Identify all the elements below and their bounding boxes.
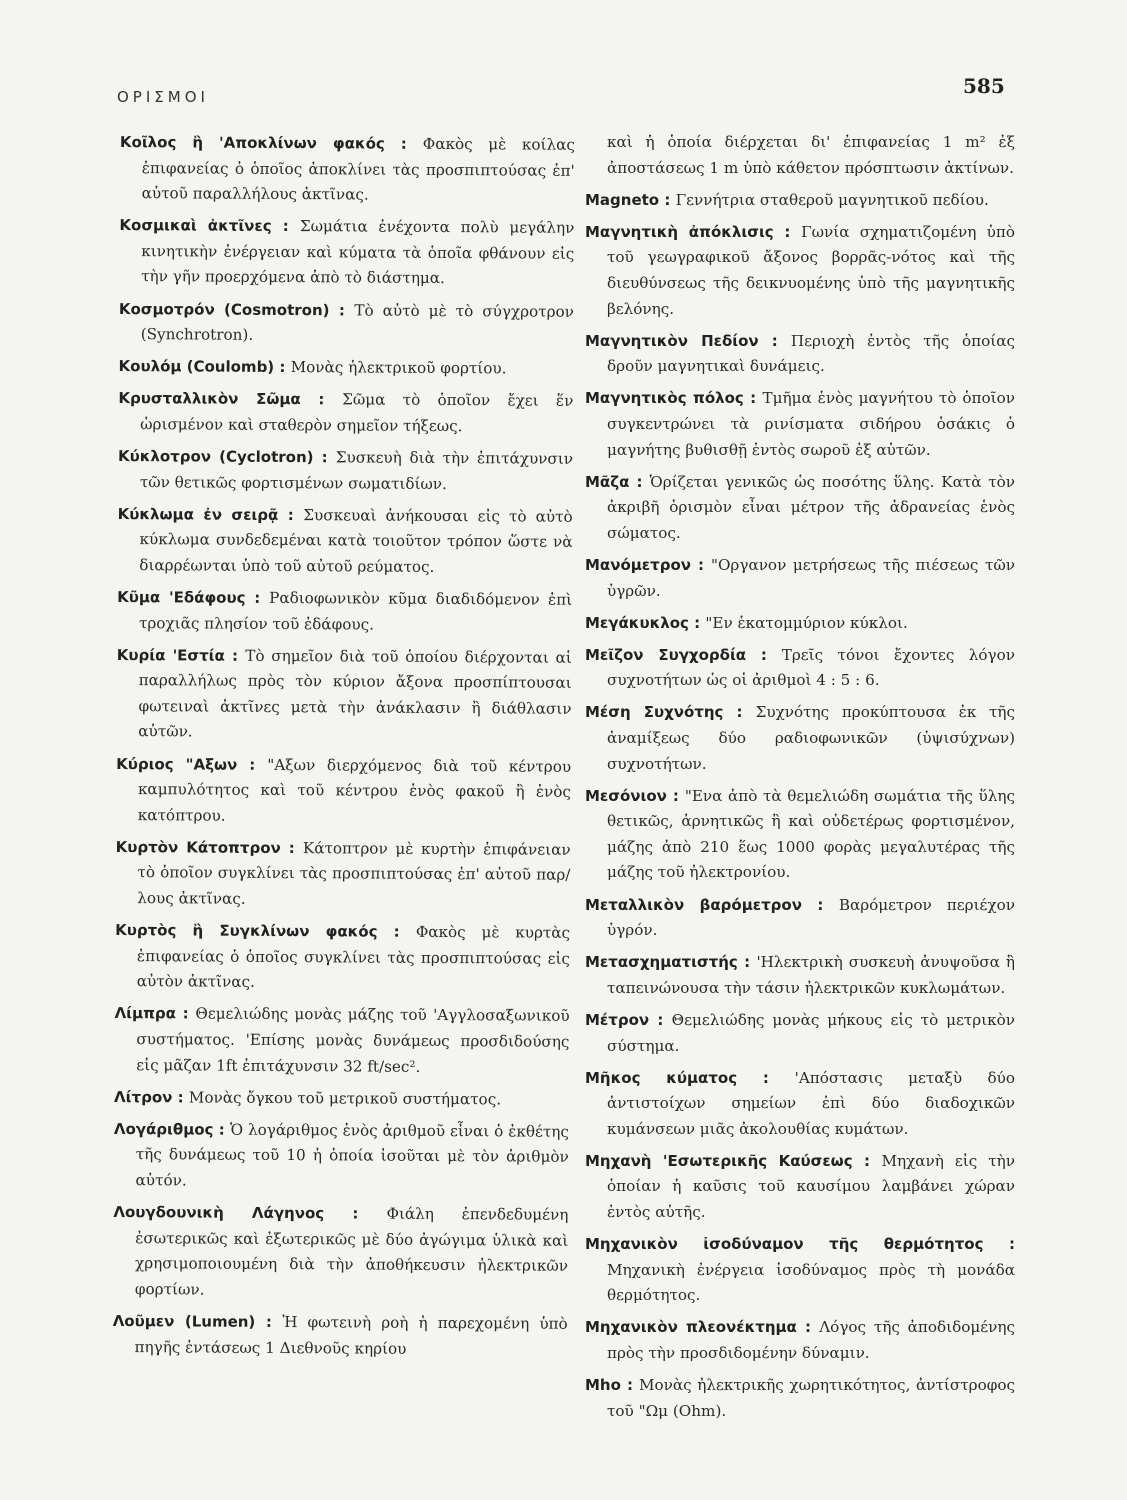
entry-definition: Μηχανικὴ ἐνέργεια ἰσοδύναμος πρὸς τὴ μονάδα θερμότητος. (607, 1260, 1015, 1305)
entry-definition: 'Ηλεκτρικὴ συσκευὴ ἀνυψοῦσα ἢ ταπεινώνουσα τὴν τάσιν ἠλεκτρικῶν κυκλωμάτων. (607, 953, 1015, 997)
glossary-entry (117, 585, 572, 639)
entry-term: Κύκλωμα ἐν σειρᾷ : (118, 505, 304, 524)
entry-definition: 'Απόστασις μεταξὺ δύο ἀντιστοίχων σημείων ἐπὶ δύο διαδοχικῶν κυμάνσεων μιᾶς ἀκολουθίας κυμάτων. (607, 1068, 1015, 1138)
entry-term: Κυρία 'Εστία : (117, 646, 246, 665)
page-number: 585 (963, 74, 1005, 98)
entry-term: Μᾶζα : (585, 473, 650, 491)
entry-definition: Θεμελιώδης μονὰς μήκους εἰς τὸ μετρικὸν σύστημα. (607, 1010, 1015, 1055)
entry-definition: Περιοχὴ ἐντὸς τῆς ὁποίας δροῦν μαγνητικαὶ δυνάμεις. (607, 331, 1015, 376)
glossary-entry (585, 1232, 1015, 1309)
entry-term: Κουλόμ (Coulomb) : (119, 357, 291, 376)
running-title: ΟΡΙΣΜΟΙ (117, 88, 209, 106)
entry-term: Κοῖλος ἢ 'Αποκλίνων φακός : (120, 133, 423, 153)
entry-definition: "Εν ἑκατομμύριον κύκλοι. (705, 613, 908, 632)
entry-term: Λουγδουνικὴ Λάγηνος : (113, 1203, 386, 1223)
entry-definition: Ἡ φωτεινὴ ροὴ ἡ παρεχομένη ὑπὸ πηγῆς ἐντάσεως 1 Διεθνοῦς κηρίου (134, 1312, 568, 1358)
glossary-entry (585, 950, 1015, 1001)
entry-definition: Ὁρίζεται γενικῶς ὡς ποσότης ὕλης. Κατὰ τὸν ἀκριβῆ ὁρισμὸν εἶναι μέτρον τῆς ἀδρανείας ἑνὸς σώματος. (607, 472, 1015, 542)
entry-definition: Μηχανὴ εἰς τὴν ὁποίαν ἡ καῦσις τοῦ καυσίμου λαμβάνει χώραν ἐντὸς αὐτῆς. (607, 1151, 1015, 1222)
glossary-entry (585, 700, 1015, 777)
entry-term: Μηχανὴ 'Εσωτερικῆς Καύσεως : (585, 1152, 881, 1170)
entry-definition: Φιάλη ἐπενδεδυμένη ἐσωτερικῶς καὶ ἐξωτερικῶς μὲ δύο ἀγώγιμα ὑλικὰ καὶ χρησιμοποιουμένη διὰ τὴν ἀποθήκευσιν ἠλεκτρικῶν φορτίων. (134, 1204, 569, 1299)
entry-definition: Τμῆμα ἑνὸς μαγνήτου τὸ ὁποῖον συγκεντρώνει τὰ ρινίσματα σιδήρου ὁσάκις ὁ μαγνήτης βυθισθῇ ἐντὸς σωροῦ ἐξ αὐτῶν. (607, 389, 1016, 459)
entry-term: Κῦμα 'Εδάφους : (117, 588, 269, 607)
entry-term: Λογάριθμος : (114, 1120, 230, 1139)
entry-definition: Λόγος τῆς ἀποδιδομένης πρὸς τὴν προσδιδομένην δύναμιν. (607, 1318, 1015, 1363)
entry-definition: Σωμάτια ἐνέχοντα πολὺ μεγάλην κινητικὴν ἐνέργειαν καὶ κύματα τὰ ὁποῖα φθάνουν εἰς τὴν γῆν προερχόμενα ἀπὸ τὸ διάστημα. (141, 217, 575, 288)
entry-term: Μεταλλικὸν βαρόμετρον : (585, 896, 839, 914)
entry-definition: Γεννήτρια σταθεροῦ μαγνητικοῦ πεδίου. (675, 190, 989, 209)
entry-definition: "Αξων διερχόμενος διὰ τοῦ κέντρου καμπυλότητος καὶ τοῦ κέντρου ἑνὸς φακοῦ ἢ ἑνὸς κατόπτρου. (137, 755, 572, 825)
entry-definition: Γωνία σχηματιζομένη ὑπὸ τοῦ γεωγραφικοῦ ἄξονος βορρᾶς-νότος καὶ τῆς διευθύνσεως τῆς δεικνυομένης ὑπὸ τῆς μαγνητικῆς βελόνης. (607, 222, 1015, 318)
glossary-entry (585, 386, 1015, 463)
glossary-entry (114, 1117, 569, 1197)
entry-term: Μαγνητικὸν Πεδίον : (585, 332, 791, 350)
entry-term: Λοῦμεν (Lumen) : (113, 1312, 283, 1331)
glossary-entry (114, 1085, 569, 1113)
entry-definition: Τὸ σημεῖον διὰ τοῦ ὁποίου διέρχονται αἱ παραλλήλως πρὸς τὸν κύριον ἄξονα προσπίπτουσαι φωτειναὶ ἀκτῖνες μετὰ τὴν ἀνάκλασιν ἢ διάθλασιν αὐτῶν. (138, 646, 572, 741)
glossary-entry (116, 752, 571, 832)
entry-term: Κύκλοτρον (Cyclotron) : (118, 447, 336, 466)
glossary-entry (585, 893, 1015, 944)
entry-term: Μῆκος κύματος : (585, 1069, 795, 1087)
glossary-entry (585, 611, 1015, 637)
glossary-entry (118, 386, 573, 440)
glossary-entry (585, 329, 1015, 380)
entry-definition: Συχνότης προκύπτουσα ἐκ τῆς ἀναμίξεως δύο ραδιοφωνικῶν (ὑψισύχνων) συχνοτήτων. (607, 703, 1015, 773)
glossary-entry (585, 220, 1015, 322)
entry-term: Κοσμοτρόν (Cosmotron) : (119, 300, 355, 319)
glossary-entry (117, 502, 572, 582)
glossary-entry (585, 1008, 1015, 1059)
glossary-entry (585, 1149, 1015, 1226)
glossary-entry (118, 444, 573, 498)
entry-definition: Μονὰς ἠλεκτρικῆς χωρητικότητος, ἀντίστροφος τοῦ "Ωμ (Ohm). (607, 1376, 1015, 1420)
entry-definition: Φακὸς μὲ κυρτὰς ἐπιφανείας ὁ ὁποῖος συγκλίνει τὰς προσπιπτούσας εἰς αὐτὸν ἀκτῖνας. (136, 922, 571, 992)
left-column (112, 130, 575, 1369)
entry-term: Μαγνητικὴ ἀπόκλισις : (585, 223, 801, 241)
glossary-entry (585, 643, 1015, 694)
entry-term: Μαγνητικὸς πόλος : (585, 389, 763, 407)
entry-definition: Τρεῖς τόνοι ἔχοντες λόγον συχνοτήτων ὡς οἱ ἀριθμοὶ 4 : 5 : 6. (607, 645, 1015, 690)
glossary-entry (119, 213, 574, 293)
entry-term: Μέση Συχνότης : (585, 703, 756, 721)
glossary-entry (585, 1373, 1015, 1424)
entry-definition: Μονὰς ἠλεκτρικοῦ φορτίου. (290, 358, 507, 378)
entry-definition: Θεμελιώδης μονὰς μάζης τοῦ 'Αγγλοσαξωνικοῦ συστήματος. 'Επίσης μονὰς δυνάμεως προσδιδούσης εἰς μᾶζαν 1ft ἐπιτάχυνσιν 32 ft/sec². (136, 1004, 570, 1076)
entry-definition: Συσκευαὶ ἀνήκουσαι εἰς τὸ αὐτὸ κύκλωμα συνδεδεμέναι κατὰ τοιοῦτον τρόπον ὥστε νὰ διαρρέωνται ὑπὸ τοῦ αὐτοῦ ρεύματος. (139, 505, 573, 576)
glossary-entry (112, 1309, 567, 1363)
entry-definition: Συσκευὴ διὰ τὴν ἐπιτάχυνσιν τῶν θετικῶς φορτισμένων σωματιδίων. (139, 448, 574, 493)
entry-term: Κοσμικαὶ ἀκτῖνες : (119, 216, 300, 235)
glossary-entry (585, 470, 1015, 547)
entry-term: Μετασχηματιστής : (585, 953, 756, 971)
glossary-entry (585, 784, 1015, 886)
entry-term: Μανόμετρον : (585, 556, 711, 574)
entry-definition: Φακὸς μὲ κοίλας ἐπιφανείας ὁ ὁποῖος ἀποκλίνει τὰς προσπιπτούσας ἐπ' αὐτοῦ παραλλήλους ἀκτῖνας. (141, 134, 575, 204)
glossary-entry (116, 643, 572, 748)
entry-definition: "Οργανον μετρήσεως τῆς πιέσεως τῶν ὑγρῶν. (607, 555, 1015, 600)
glossary-entry (115, 918, 570, 998)
entry-definition: "Ενα ἀπὸ τὰ θεμελιώδη σωμάτια τῆς ὕλης θετικῶς, ἀρνητικῶς ἢ καὶ οὐδετέρως φορτισμένον, μάζης ἀπὸ 210 ἕως 1000 φορὰς μεγαλυτέρας τῆς μάζης τοῦ ἠλεκτρονίου. (607, 786, 1015, 882)
entry-term: Κρυσταλλικὸν Σῶμα : (118, 389, 342, 408)
glossary-entry (119, 297, 574, 351)
entry-term: Κύριος "Αξων : (116, 755, 267, 774)
entry-term: Μηχανικὸν πλεονέκτημα : (585, 1318, 819, 1336)
glossary-entry (115, 835, 570, 915)
glossary-entry (585, 1315, 1015, 1366)
entry-term: Μεσόνιον : (585, 787, 685, 805)
glossary-entry (585, 188, 1015, 214)
entry-definition: Βαρόμετρον περιέχον ὑγρόν. (607, 895, 1015, 940)
glossary-entry (118, 354, 573, 382)
entry-definition: Μονὰς ὄγκου τοῦ μετρικοῦ συστήματος. (188, 1088, 502, 1109)
continued-definition: καὶ ἡ ὁποία διέρχεται δι' ἐπιφανείας 1 m² ἐξ ἀποστάσεως 1 m ὑπὸ κάθετον πρόσπτωσιν ἀκτίνων. (607, 133, 1015, 177)
entry-term: Magneto : (585, 191, 676, 209)
entry-term: Μηχανικὸν ἰσοδύναμον τῆς θερμότητος : (585, 1235, 1015, 1253)
right-column (585, 130, 1015, 1431)
entry-term: Κυρτὸν Κάτοπτρον : (116, 838, 303, 857)
entry-term: Μέτρον : (585, 1011, 672, 1029)
entry-term: Μεγάκυκλος : (585, 614, 705, 632)
entry-term: Μεῖζον Συγχορδία : (585, 646, 782, 664)
glossary-entry (585, 1066, 1015, 1143)
entry-definition: Τὸ αὐτὸ μὲ τὸ σύγχροτρον (Synchrotron). (140, 300, 574, 344)
entry-definition: Ὁ λογάριθμος ἑνὸς ἀριθμοῦ εἶναι ὁ ἐκθέτης τῆς δυνάμεως τοῦ 10 ἡ ὁποία ἰσοῦται μὲ τὸν ἀριθμὸν αὐτόν. (135, 1120, 569, 1190)
entry-term: Λίτρον : (114, 1088, 189, 1106)
entry-term: Λίμπρα : (115, 1004, 196, 1022)
glossary-entry (113, 1200, 569, 1305)
entry-term: Mho : (585, 1376, 639, 1394)
entry-definition: Κάτοπτρον μὲ κυρτὴν ἐπιφάνειαν τὸ ὁποῖον συγκλίνει τὰς προσπιπτούσας ἐπ' αὐτοῦ παρ/λους ἀκτῖνας. (137, 838, 571, 908)
glossary-entry (585, 553, 1015, 604)
entry-definition: Σῶμα τὸ ὁποῖον ἔχει ἕν ὡρισμένον καὶ σταθερὸν σημεῖον τήξεως. (140, 390, 574, 436)
glossary-entry (120, 130, 575, 210)
entry-term: Κυρτὸς ἢ Συγκλίνων φακός : (115, 921, 416, 941)
glossary-entry (114, 1001, 569, 1081)
entry-definition: Ραδιοφωνικὸν κῦμα διαδιδόμενον ἐπὶ τροχιᾶς πλησίον τοῦ ἐδάφους. (138, 588, 573, 634)
